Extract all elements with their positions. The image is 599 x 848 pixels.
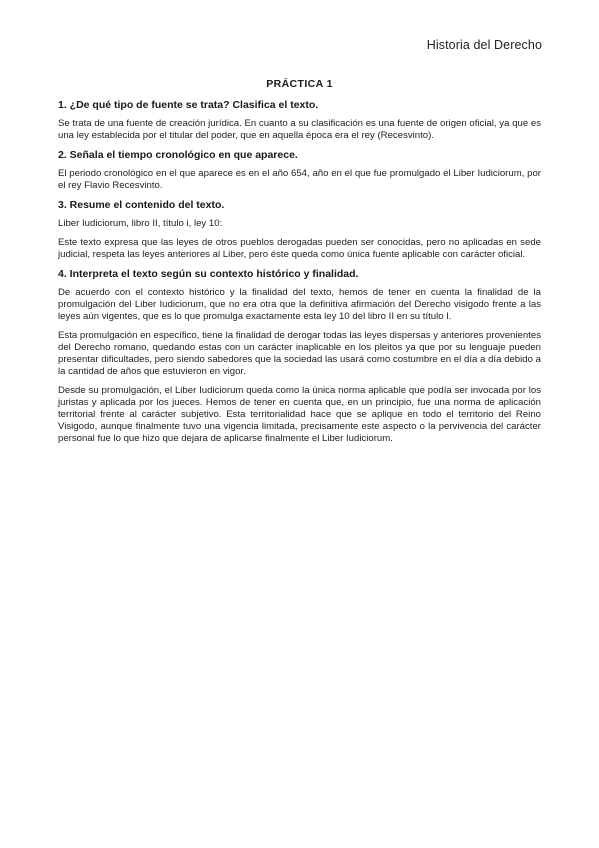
section-2	[58, 149, 541, 192]
running-header: Historia del Derecho	[426, 38, 542, 52]
answer-paragraph: Esta promulgación en específico, tiene la finalidad de derogar todas las leyes dispersas y anteriores provenientes del Derecho romano, quedando estas con un carácter inaplicable en los pleitos ya que por su lenguaje pueden presentar dificultades, pero siendo sabedores que la sociedad las usará como costumbre en el día a día debido a la cantidad de años que estuvieron en vigor.	[58, 330, 541, 377]
question-heading: 2. Señala el tiempo cronológico en que aparece.	[58, 149, 298, 161]
source-citation: Liber Iudiciorum, libro II, título i, ley 10:	[58, 218, 223, 229]
question-heading: 4. Interpreta el texto según su contexto histórico y finalidad.	[58, 268, 359, 280]
section-1	[58, 99, 541, 142]
section-3	[58, 199, 541, 261]
document-body	[58, 78, 541, 452]
answer-paragraph: Desde su promulgación, el Liber Iudiciorum queda como la única norma aplicable que podía ser invocada por los juristas y aplicada por los jueces. Hemos de tener en cuenta que, en un principio, fue una norma de aplicación territorial frente al carácter subjetivo. Esta territorialidad hace que se aplique en todo el territorio del Reino Visigodo, aunque finalmente tuvo una vigencia limitada, precisamente este aspecto o la pervivencia del carácter personal fue lo que hizo que dejara de aplicarse finalmente el Liber Iudiciorum.	[58, 385, 541, 444]
answer-paragraph: Se trata de una fuente de creación jurídica. En cuanto a su clasificación es una fuente de origen oficial, ya que es una ley establecida por el titular del poder, que en aquella época era el rey (Recesvinto).	[58, 118, 541, 141]
answer-paragraph: Este texto expresa que las leyes de otros pueblos derogadas pueden ser conocidas, pero no aplicadas en sede judicial, respeta las leyes anteriores al Liber, pero éste queda como única fuente aplicable con carácter oficial.	[58, 237, 541, 260]
question-heading: 1. ¿De qué tipo de fuente se trata? Clasifica el texto.	[58, 99, 319, 111]
question-heading: 3. Resume el contenido del texto.	[58, 199, 225, 211]
answer-paragraph: El periodo cronológico en el que aparece es en el año 654, año en el que fue promulgado el Liber Iudiciorum, por el rey Flavio Recesvinto.	[58, 168, 541, 191]
document-title: PRÁCTICA 1	[266, 78, 333, 90]
section-4	[58, 268, 541, 445]
answer-paragraph: De acuerdo con el contexto histórico y la finalidad del texto, hemos de tener en cuenta la finalidad de la promulgación del Liber Iudiciorum, que no era otra que la definitiva afirmación del Derecho visigodo frente a las leyes aún vigentes, que es lo que promulga exactamente esta ley 10 del libro II en su título I.	[58, 287, 541, 322]
